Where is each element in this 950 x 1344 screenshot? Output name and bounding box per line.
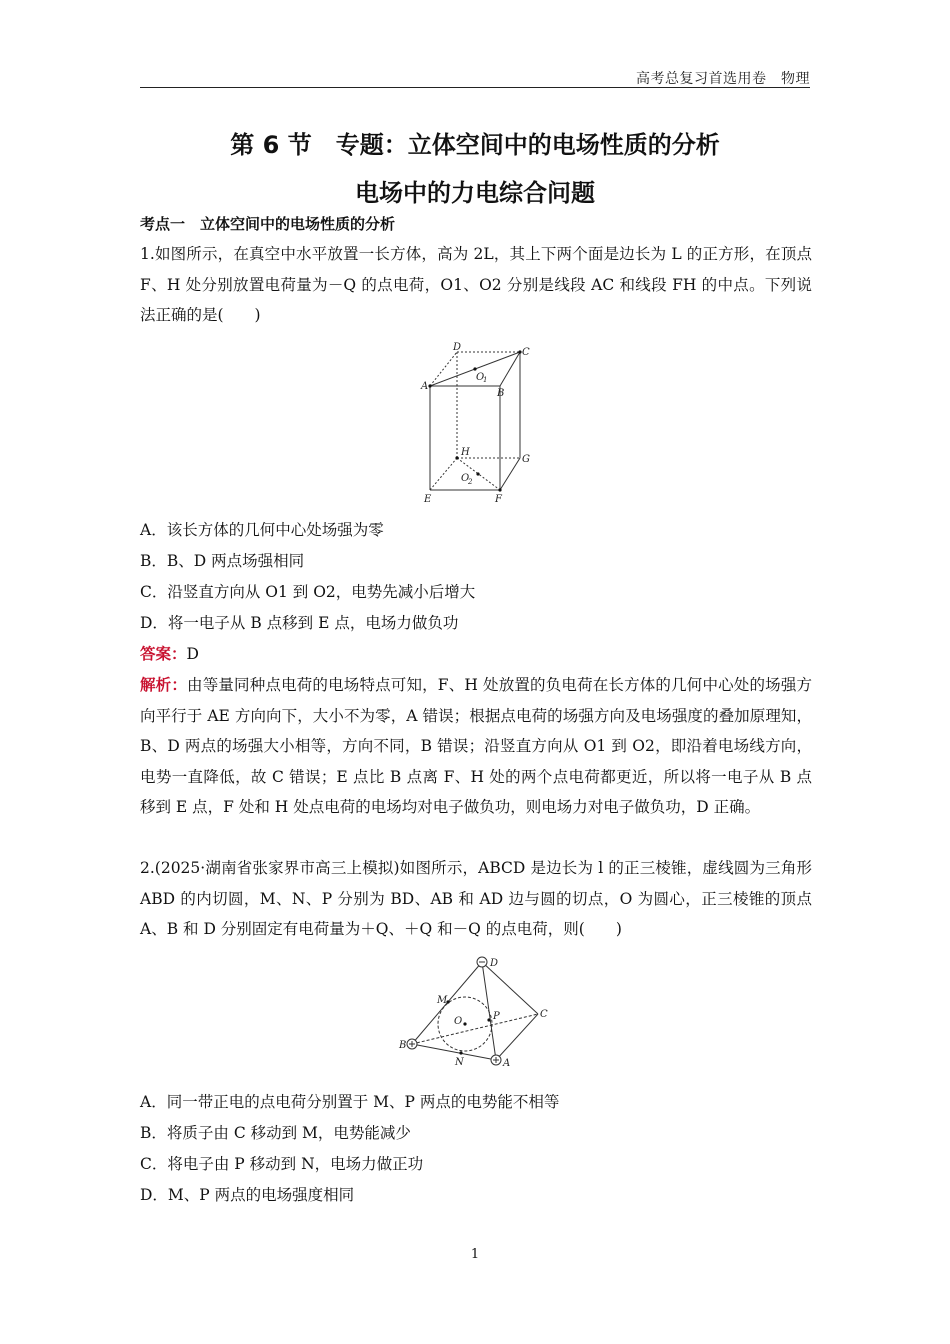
- page-title: 第 6 节 专题：立体空间中的电场性质的分析: [230, 131, 720, 159]
- label-M: M: [437, 995, 448, 1006]
- label-G: G: [522, 454, 530, 465]
- header-rule: [140, 87, 810, 88]
- answer-label: 答案：: [140, 644, 187, 663]
- label-C: C: [522, 347, 530, 358]
- label-B: B: [497, 388, 505, 399]
- label-N: N: [455, 1057, 464, 1068]
- q1-analysis: [140, 670, 812, 823]
- label-C2: C: [540, 1009, 548, 1020]
- label-O2-sub: 2: [468, 478, 473, 486]
- label-A2: A: [503, 1058, 511, 1069]
- analysis-label: 解析：: [140, 675, 188, 694]
- question-1-stem: 1.如图所示，在真空中水平放置一长方体，高为 2L，其上下两个面是边长为 L 的正方形，在顶点 F、H 处分别放置电荷量为－Q 的点电荷，O1、O2 分别是线段 AC 和线段 FH 的中点。下列说法正确的是( ): [140, 245, 812, 324]
- section-heading: 考点一 立体空间中的电场性质的分析: [140, 215, 396, 233]
- q2-option-c: C．将电子由 P 移动到 N，电场力做正功: [140, 1155, 424, 1173]
- q1-option-a: A．该长方体的几何中心处场强为零: [140, 521, 384, 539]
- label-O1-sub: 1: [483, 376, 488, 384]
- label-O2: O: [461, 473, 470, 484]
- page-subtitle: 电场中的力电综合问题: [355, 179, 595, 207]
- q1-option-b: B．B、D 两点场强相同: [140, 552, 305, 570]
- label-D: D: [453, 342, 462, 353]
- analysis-text: 由等量同种点电荷的电场特点可知，F、H 处放置的负电荷在长方体的几何中心处的场强方向平行于 AE 方向向下，大小不为零，A 错误；根据点电荷的场强方向及电场强度的叠加原理知，B、D 两点的场强大小相等，方向不同，B 错误；沿竖直方向从 O1 到 O2，即沿着电场线方向，电势一直降低，故 C 错误；E 点比 B 点离 F、H 处的两个点电荷都更近，所以将一电子从 B 点移到 E 点，F 处和 H 处点电荷的电场均对电子做负功，则电场力对电子做负功，D 正确。: [140, 676, 812, 816]
- label-A: A: [421, 381, 429, 392]
- q1-answer: [140, 642, 199, 664]
- q2-option-a: A．同一带正电的点电荷分别置于 M、P 两点的电势能不相等: [140, 1093, 560, 1111]
- label-D2: D: [490, 958, 499, 969]
- q1-option-c: C．沿竖直方向从 O1 到 O2，电势先减小后增大: [140, 583, 476, 601]
- label-B2: B: [399, 1040, 407, 1051]
- label-O: O: [454, 1016, 463, 1027]
- label-E: E: [424, 494, 432, 505]
- figure-tetrahedron: [395, 952, 555, 1074]
- figure-cuboid: [415, 338, 545, 508]
- page-number: 1: [470, 1247, 480, 1262]
- q2-option-d: D．M、P 两点的电场强度相同: [140, 1186, 355, 1204]
- answer-value: D: [186, 645, 199, 663]
- label-H: H: [461, 447, 470, 458]
- question-2-stem: 2.(2025·湖南省张家界市高三上模拟)如图所示，ABCD 是边长为 l 的正三棱锥，虚线圆为三角形 ABD 的内切圆，M、N、P 分别为 BD、AB 和 AD 边与圆的切点，O 为圆心，正三棱锥的顶点 A、B 和 D 分别固定有电荷量为＋Q、＋Q 和－Q 的点电荷，则( ): [140, 859, 812, 938]
- label-F: F: [495, 494, 502, 505]
- label-P: P: [493, 1011, 500, 1022]
- q1-option-d: D．将一电子从 B 点移到 E 点，电场力做负功: [140, 614, 459, 632]
- header-text: 高考总复习首选用卷 物理: [636, 71, 810, 87]
- q2-option-b: B．将质子由 C 移动到 M，电势能减少: [140, 1124, 411, 1142]
- label-O1: O: [476, 372, 485, 383]
